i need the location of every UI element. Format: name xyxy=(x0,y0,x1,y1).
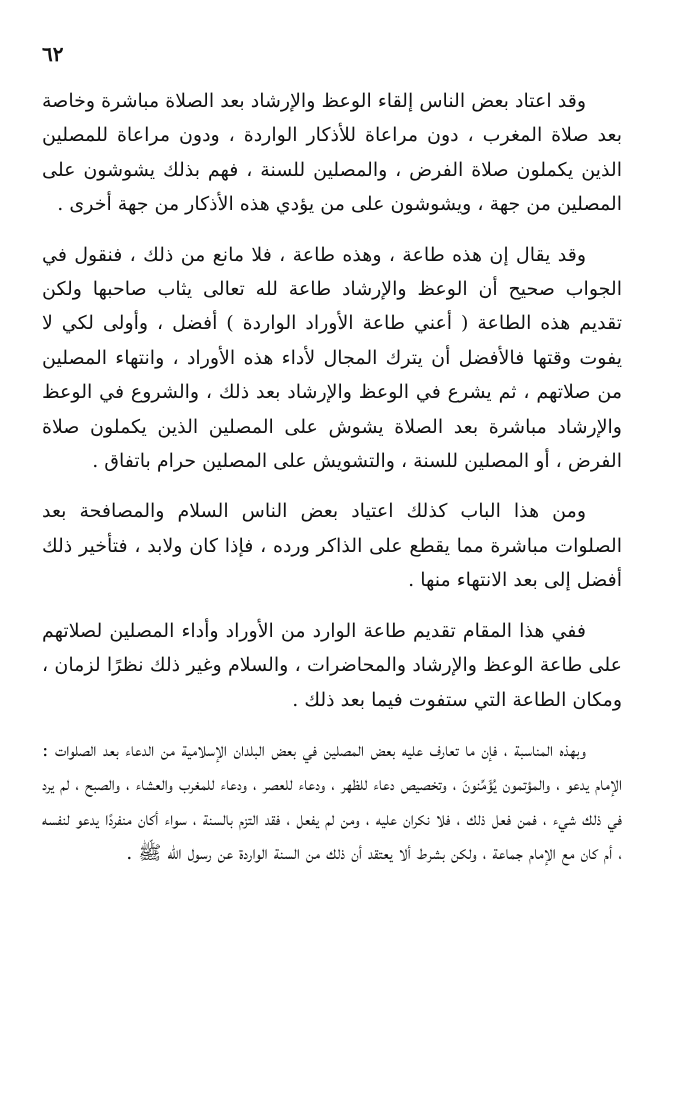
paragraph-5: وبهذه المناسبة ، فإن ما تعارف عليه بعض المصلين في بعض البلدان الإسلامية من الدعاء بعد الصلوات : الإمام يدعو ، والمؤتمون يُؤَمِّنونَ ، وتخصيص دعاء للظهر ، ودعاء للعصر ، ودعاء للمغرب والعشاء ، والصبح ، لم يرد في ذلك شيء ، فمن فعل ذلك ، فلا نكران عليه ، ومن لم يفعل ، فقد التزم بالسنة ، سواء أكان منفردًا يدعو لنفسه ، أم كان مع الإمام جماعة ، ولكن بشرط ألا يعتقد أن ذلك من السنة الواردة عن رسول الله ﷺ . xyxy=(42,738,622,865)
paragraph-2: وقد يقال إن هذه طاعة ، وهذه طاعة ، فلا مانع من ذلك ، فنقول في الجواب صحيح أن الوعظ والإرشاد طاعة لله تعالى يثاب صاحبها ولكن تقديم هذه الطاعة ( أعني طاعة الأوراد الواردة ) أفضل ، وأولى لكي لا يفوت وقتها فالأفضل أن يترك المجال لأداء هذه الأوراد ، وانتهاء المصلين من صلاتهم ، ثم يشرع في الوعظ والإرشاد بعد ذلك ، والشروع في الوعظ والإرشاد مباشرة بعد الصلاة يشوش على المصلين الذين يكملون صلاة الفرض ، أو المصلين للسنة ، والتشويش على المصلين حرام باتفاق . xyxy=(42,243,622,473)
body-text xyxy=(42,84,622,871)
page-number: ٦٢ xyxy=(42,42,64,66)
paragraph-3: ومن هذا الباب كذلك اعتياد بعض الناس السلام والمصافحة بعد الصلوات مباشرة مما يقطع على الذاكر ورده ، فإذا كان ولابد ، فتأخير ذلك أفضل إلى بعد الانتهاء منها . xyxy=(42,500,622,592)
paragraph-4: ففي هذا المقام تقديم طاعة الوارد من الأوراد وأداء المصلين لصلاتهم على طاعة الوعظ والإرشاد والمحاضرات ، والسلام وغير ذلك نظرًا لزمان ، ومكان الطاعة التي ستفوت فيما بعد ذلك . xyxy=(42,619,622,711)
paragraph-1: وقد اعتاد بعض الناس إلقاء الوعظ والإرشاد بعد الصلاة مباشرة وخاصة بعد صلاة المغرب ، دون مراعاة للأذكار الواردة ، ودون مراعاة للمصلين الذين يكملون صلاة الفرض ، والمصلين للسنة ، فهم بذلك يشوشون على المصلين من جهة ، ويشوشون على من يؤدي هذه الأذكار من جهة أخرى . xyxy=(42,90,622,216)
